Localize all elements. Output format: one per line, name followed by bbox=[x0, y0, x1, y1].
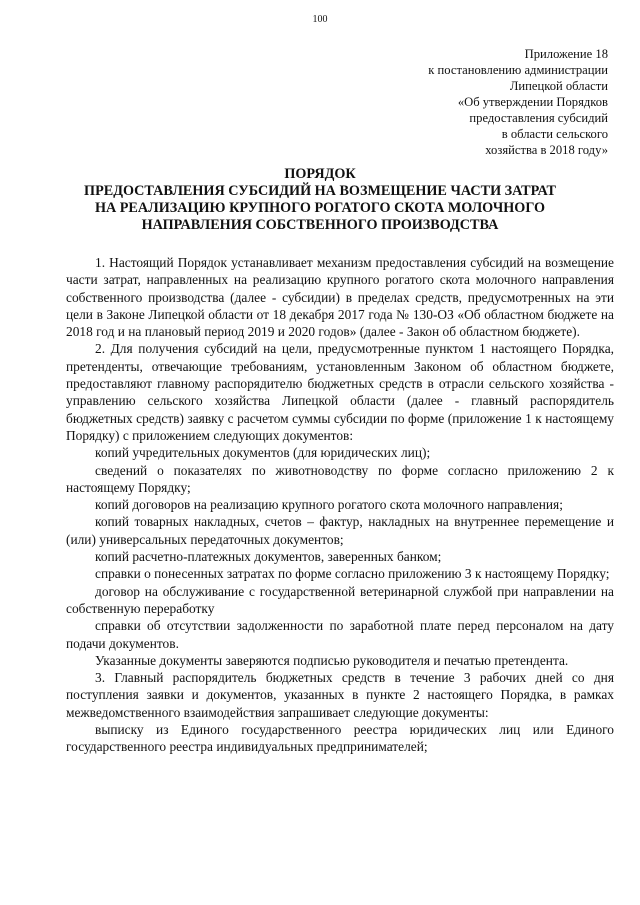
list-item: справки о понесенных затратах по форме согласно приложению 3 к настоящему Порядку; bbox=[95, 566, 610, 582]
appendix-line: к постановлению администрации bbox=[428, 63, 608, 77]
list-item: копий договоров на реализацию крупного рогатого скота молочного направления; bbox=[95, 497, 563, 513]
document-title bbox=[40, 166, 600, 234]
list-item: справки об отсутствии задолженности по заработной плате перед персоналом на дату подачи документов. bbox=[66, 618, 614, 651]
page-number: 100 bbox=[312, 14, 328, 25]
paragraph: 3. Главный распорядитель бюджетных средств в течение 3 рабочих дней со дня поступления заявки и документов, указанных в пункте 2 настоящего Порядка, в рамках межведомственного взаимодействия запрашивает следующие документы: bbox=[66, 670, 614, 720]
title-line: НА РЕАЛИЗАЦИЮ КРУПНОГО РОГАТОГО СКОТА МОЛОЧНОГО bbox=[94, 200, 546, 216]
paragraph: 1. Настоящий Порядок устанавливает механизм предоставления субсидий на возмещение части затрат, направленных на реализацию крупного рогатого скота молочного направления собственного производства (далее - субсидии) в пределах средств, предусмотренных на эти цели в Законе Липецкой области от 18 декабря 2017 года № 130-ОЗ «Об областном бюджете на 2018 год и на плановый период 2019 и 2020 годов» (далее - Закон об областном бюджете). bbox=[66, 255, 614, 340]
list-item: копий расчетно-платежных документов, заверенных банком; bbox=[95, 549, 442, 565]
title-line: НАПРАВЛЕНИЯ СОБСТВЕННОГО ПРОИЗВОДСТВА bbox=[141, 217, 499, 233]
appendix-line: в области сельского bbox=[501, 127, 608, 141]
appendix-line: Приложение 18 bbox=[524, 47, 608, 61]
paragraph: Указанные документы заверяются подписью руководителя и печатью претендента. bbox=[95, 652, 569, 668]
title-line: ПОРЯДОК bbox=[284, 166, 356, 182]
appendix-line: хозяйства в 2018 году» bbox=[485, 143, 608, 157]
appendix-line: «Об утверждении Порядков bbox=[457, 95, 608, 109]
list-item: договор на обслуживание с государственной ветеринарной службой при направлении на собственную переработку bbox=[66, 583, 614, 616]
list-item: копий товарных накладных, счетов – фактур, накладных на внутреннее перемещение и (или) универсальных передаточных документов; bbox=[66, 514, 614, 547]
appendix-line: предоставления субсидий bbox=[469, 111, 608, 125]
list-item: сведений о показателях по животноводству по форме согласно приложению 2 к настоящему Порядку; bbox=[66, 462, 614, 495]
appendix-block bbox=[348, 46, 608, 158]
list-item: выписку из Единого государственного реестра юридических лиц или Единого государственного реестра индивидуальных предпринимателей; bbox=[66, 722, 614, 755]
paragraph: 2. Для получения субсидий на цели, предусмотренные пунктом 1 настоящего Порядка, претенденты, отвечающие требованиям, установленным Законом об областном бюджете, предоставляют главному распорядителю бюджетных средств в отрасли сельского хозяйства - управлению сельского хозяйства Липецкой области (далее - главный распорядитель бюджетных средств) заявку с расчетом суммы субсидии по форме (приложение 1 к настоящему Порядку) с приложением следующих документов: bbox=[66, 341, 614, 443]
list-item: копий учредительных документов (для юридических лиц); bbox=[95, 445, 431, 461]
title-line: ПРЕДОСТАВЛЕНИЯ СУБСИДИЙ НА ВОЗМЕЩЕНИЕ ЧАСТИ ЗАТРАТ bbox=[84, 183, 556, 199]
document-body bbox=[66, 254, 614, 756]
appendix-line: Липецкой области bbox=[509, 79, 608, 93]
